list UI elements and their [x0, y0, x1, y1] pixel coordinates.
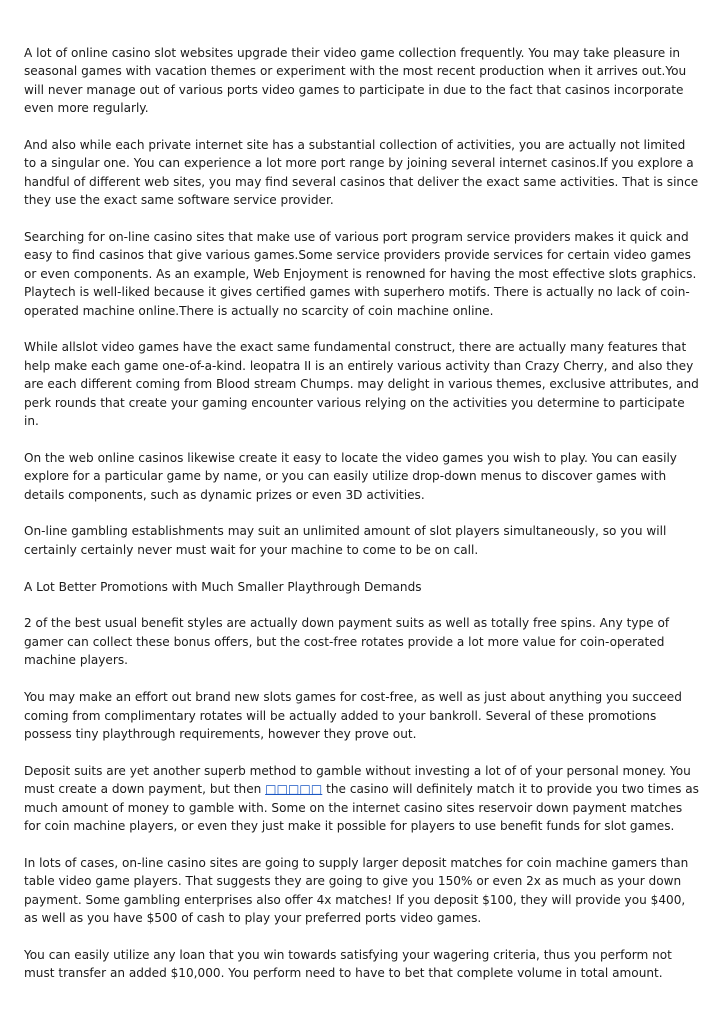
article-body [24, 44, 700, 1001]
paragraph-10: In lots of cases, on-line casino sites are going to supply larger deposit matches for coin machine gamers than table video game players. That suggests they are going to give you 150% or even 2x as much as your down payment. Some gambling enterprises also offer 4x matches! If you deposit $100, they will provide you $400, as well as you have $500 of cash to play your preferred ports video games. [24, 855, 689, 925]
paragraph-8: You may make an effort out brand new slots games for cost-free, as well as just about anything you succeed coming from complimentary rotates will be actually added to your bankroll. Several of these promotions possess tiny playthrough requirements, however they prove out. [24, 690, 682, 741]
paragraph-3: Searching for on-line casino sites that make use of various port program service providers makes it quick and easy to find casinos that give various games.Some service providers provide services for certain video games or even components. As an example, Web Enjoyment is renowned for having the most effective slots graphics. Playtech is well-liked because it gives certified games with superhero motifs. There is actually no lack of coin-operated machine online.There is actually no scarcity of coin machine online. [24, 230, 697, 318]
paragraph-1: A lot of online casino slot websites upgrade their video game collection frequently. You may take pleasure in seasonal games with vacation themes or experiment with the most recent production when it arrives out.You will never manage out of various ports video games to participate in due to the fact that casinos incorporate even more regularly. [24, 46, 687, 116]
paragraph-9-text-before: Deposit suits are yet another superb method to gamble without investing a lot of of your personal money. You must create a down payment, but then [24, 763, 691, 797]
paragraph-7: 2 of the best usual benefit styles are actually down payment suits as well as totally free spins. Any type of gamer can collect these bonus offers, but the cost-free rotates provide a lot more value for coin-operated machine players. [24, 616, 670, 668]
paragraph-2: And also while each private internet site has a substantial collection of activities, you are actually not limited to a singular one. You can experience a lot more port range by joining several internet casinos.If you explore a handful of different web sites, you may find several casinos that deliver the exact same activities. That is since they use the exact same software service provider. [24, 138, 699, 208]
inline-link[interactable]: □□□□□ [265, 782, 323, 797]
paragraph-11: You can easily utilize any loan that you win towards satisfying your wagering criteria, thus you perform not must transfer an added $10,000. You perform need to have to bet that complete volume in total amount. [24, 947, 672, 981]
paragraph-5: On the web online casinos likewise create it easy to locate the video games you wish to play. You can easily explore for a particular game by name, or you can easily utilize drop-down menus to discover games with details components, such as dynamic prizes or even 3D activities. [24, 450, 677, 502]
section-heading: A Lot Better Promotions with Much Smaller Playthrough Demands [24, 579, 422, 594]
paragraph-9-text-after: the casino will definitely match it to provide you two times as much amount of money to gamble with. Some on the internet casino sites reservoir down payment matches for coin machine players, or even they just make it possible for players to use benefit funds for slot games. [24, 782, 699, 833]
paragraph-6: On-line gambling establishments may suit an unlimited amount of slot players simultaneously, so you will certainly certainly never must wait for your machine to come to be on call. [24, 524, 667, 557]
paragraph-4: While allslot video games have the exact same fundamental construct, there are actually many features that help make each game one-of-a-kind. leopatra II is an entirely various activity than Crazy Cherry, and also they are each different coming from Blood stream Chumps. may delight in various themes, exclusive attributes, and perk rounds that create your gaming encounter various relying on the activities you determine to participate in. [24, 340, 699, 429]
paragraph-9 [24, 762, 700, 836]
